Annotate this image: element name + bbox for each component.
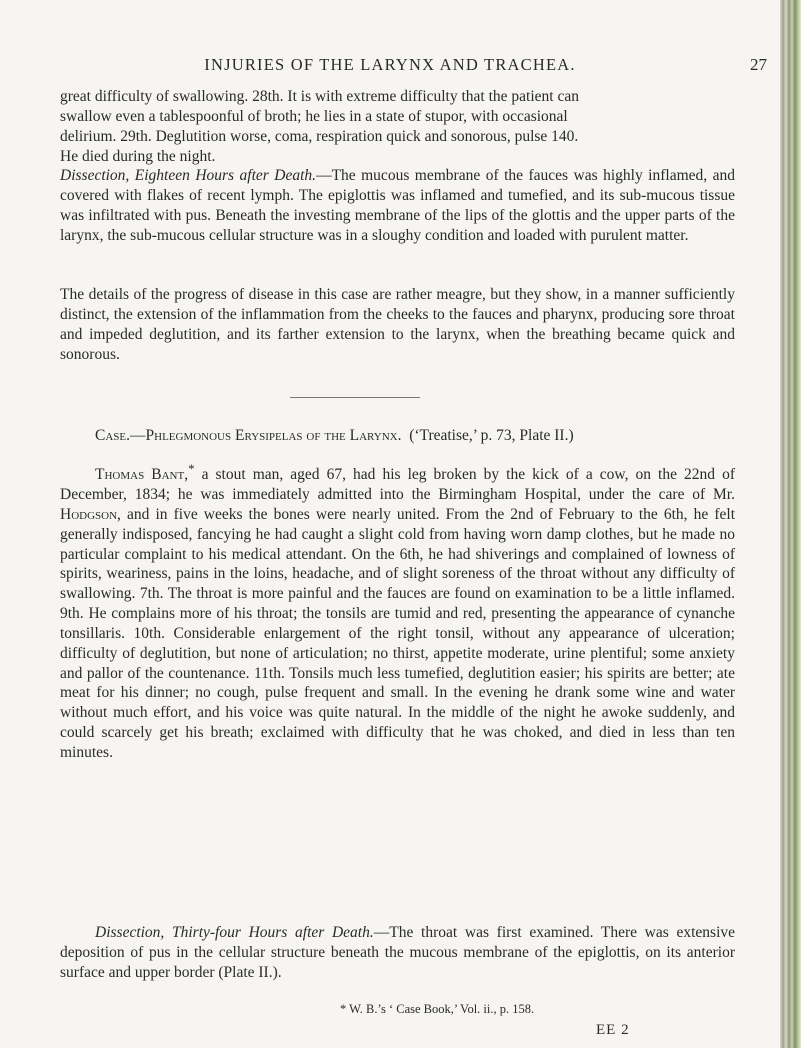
commentary-text: The details of the progress of disease in this case are rather meagre, but they show, in a manner sufficiently distinct, the extension of the inflammation from the cheeks to the fauces and pharynx, producing sore throat and impeded deglutition, and its farther extension to the larynx, when the breathing became quick and sonorous.: [60, 286, 735, 363]
dissection-label-2: Dissection, Thirty-four Hours after Death.: [95, 924, 374, 941]
line: great difficulty of swallowing. 28th. It is with extreme difficulty that the patient can: [60, 88, 579, 105]
section-divider: [290, 397, 420, 398]
dissection-text-2: —The throat was first examined. There was extensive deposition of pus in the cellular structure beneath the mucous membrane of the epiglottis, on its anterior surface and upper border (Plate II.).: [60, 924, 736, 981]
paragraph-case-history: [60, 459, 735, 763]
footnote: * W. B.’s ‘ Case Book,’ Vol. ii., p. 158.: [340, 1002, 535, 1016]
footnote-mark: *: [188, 461, 195, 476]
paragraph-dissection-2: [60, 923, 735, 983]
paragraph-dissection-1: [60, 166, 735, 245]
dissection-label: Dissection, Eighteen Hours after Death.: [60, 167, 317, 184]
case-label: Case.—: [95, 427, 146, 444]
line: He died during the night.: [60, 147, 216, 165]
page-number: 27: [750, 55, 767, 74]
case-text-a: a stout man, aged 67, had his leg broken by the kick of a cow, on the 22nd of December, 1834; he was immediately admitted into the Birmingham Hospital, under the care of Mr.: [60, 466, 735, 503]
signature-mark: EE 2: [596, 1022, 630, 1038]
dissection-text: —The mucous membrane of the fauces was highly inflamed, and covered with flakes of recent lymph. The epiglottis was inflamed and tumefied, and its sub-mucous tissue was infiltrated with pus. Beneath the investing membrane of the lips of the glottis and the upper parts of the larynx, the sub-mucous cellular structure was in a sloughy condition and loaded with purulent matter.: [60, 167, 735, 244]
case-text-b: , and in five weeks the bones were nearly united. From the 2nd of February to the 6th, he felt generally indisposed, fancying he had caught a slight cold from having worn damp clothes, but he made no particular complaint to his medical attendant. On the 6th, he had shiverings and complained of lowness of spirits, weariness, pains in the loins, headache, and of slight soreness of the throat without any difficulty of swallowing. 7th. The throat is more painful and the fauces are found on examination to be a little inflamed. 9th. He complains more of his throat; the tonsils are tumid and red, presenting the appearance of cynanche tonsillaris. 10th. Considerable enlargement of the right tonsil, without any appearance of ulceration; difficulty of deglutition, but none of articulation; no thirst, appetite moderate, urine plentiful; some anxiety and pallor of the countenance. 11th. Tonsils much less tumefied, deglutition easier; his spirits are better; ate meat for his dinner; no cough, pulse frequent and small. In the evening he drank some wine and water without much effort, and his voice was quite natural. In the middle of the night he awoke suddenly, and could scarcely get his breath; exclaimed with difficulty that he was choked, and died in less than ten minutes.: [60, 505, 735, 761]
paragraph-closing-case: [60, 87, 735, 166]
doctor-name: Hodgson: [60, 505, 118, 523]
case-heading: [95, 427, 574, 445]
running-title: INJURIES OF THE LARYNX AND TRACHEA.: [204, 55, 576, 74]
case-reference: (‘Treatise,’ p. 73, Plate II.): [409, 427, 574, 444]
paragraph-commentary: [60, 285, 735, 364]
case-title: Phlegmonous Erysipelas of the Larynx.: [145, 427, 402, 444]
line: swallow even a tablespoonful of broth; he lies in a state of stupor, with occasional: [60, 107, 568, 125]
book-edge: [780, 0, 801, 1048]
patient-name: Thomas Bant,: [95, 466, 189, 484]
line: delirium. 29th. Deglutition worse, coma, respiration quick and sonorous, pulse 140.: [60, 127, 579, 145]
